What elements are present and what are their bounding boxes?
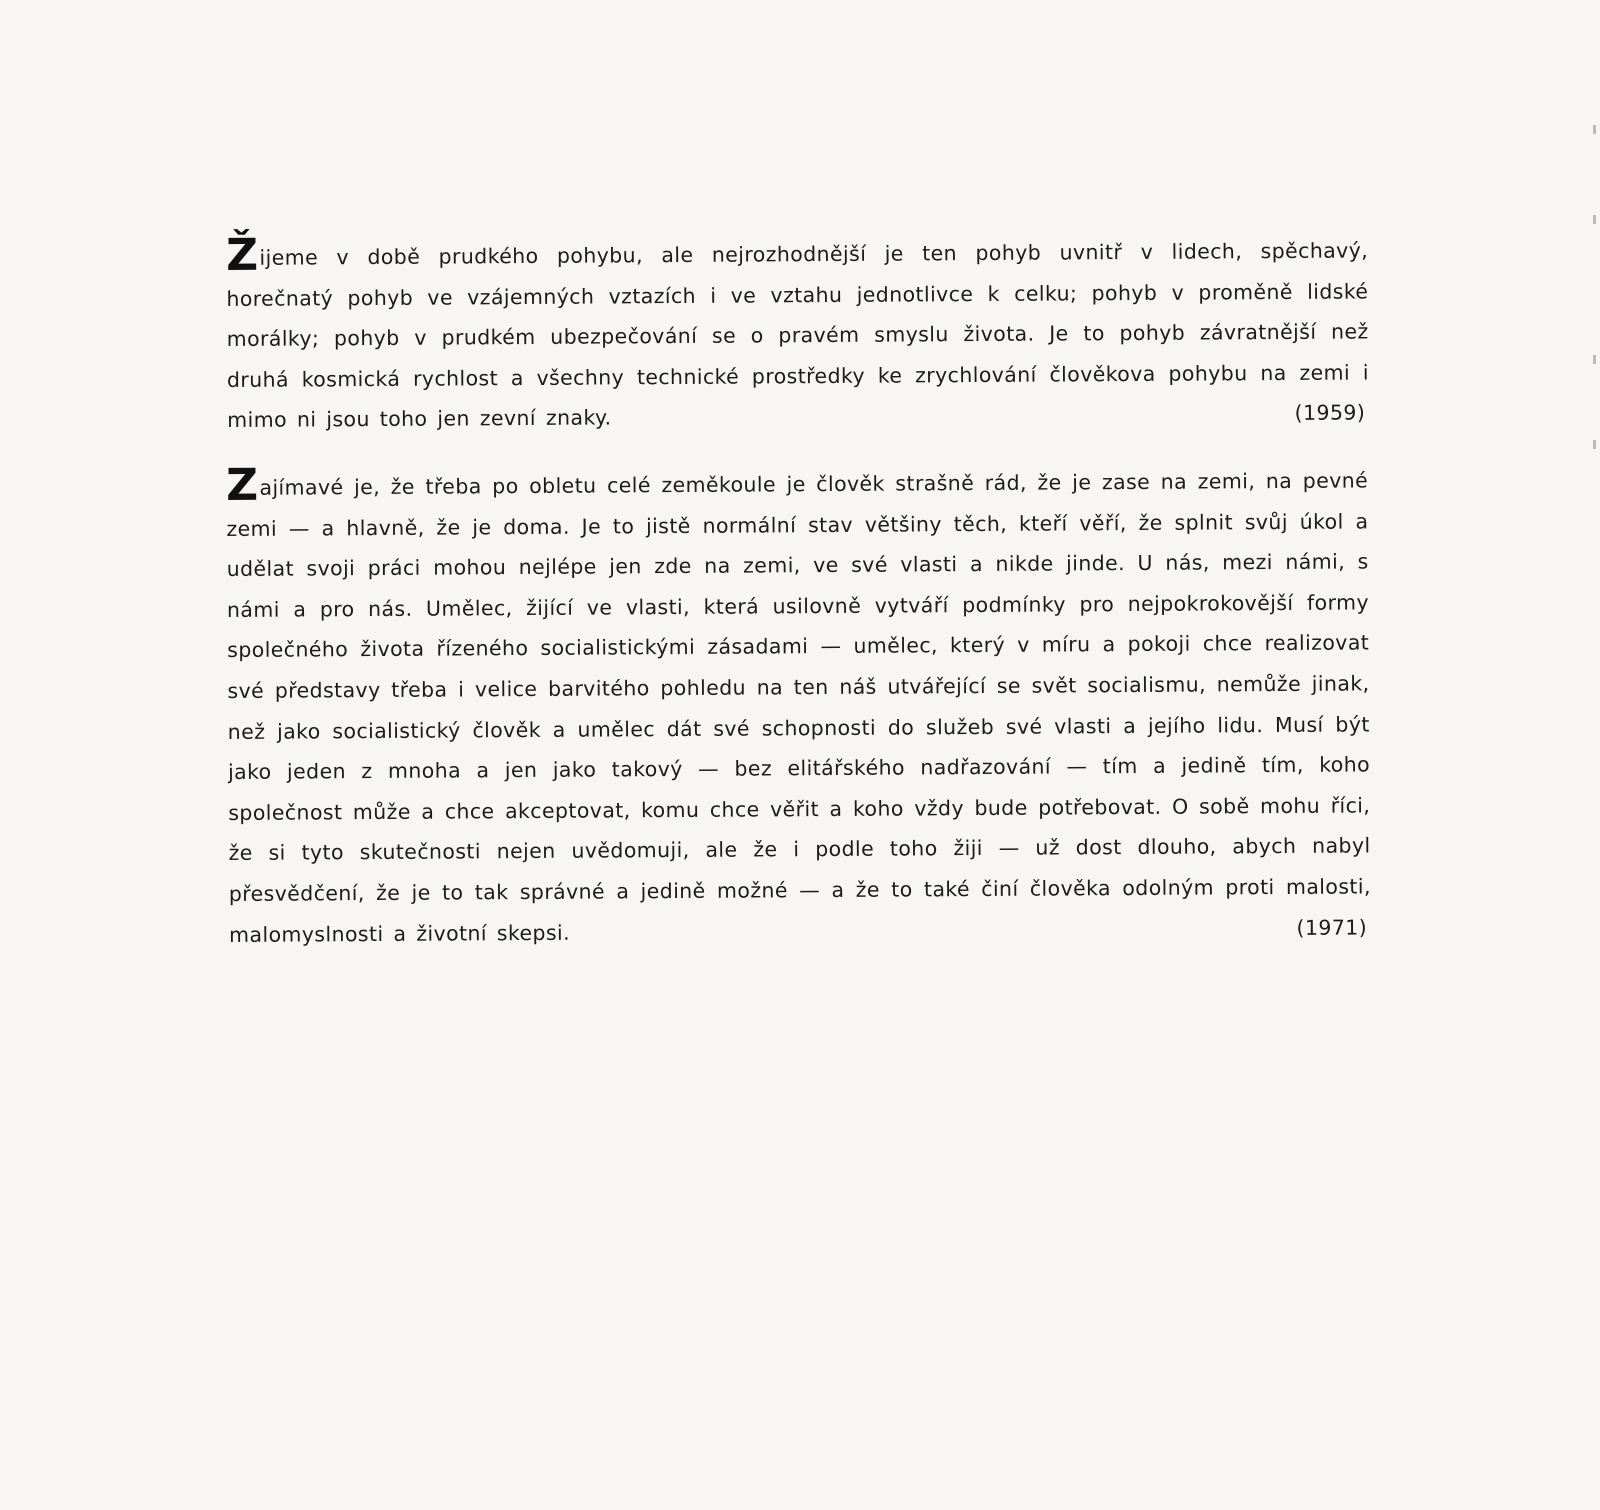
page-edge-mark (1593, 125, 1596, 134)
paragraph-text: ijeme v době prudkého pohybu, ale nejrozhodnější je ten pohyb uvnitř v lidech, spěchavý, horečnatý pohyb ve vzájemných vztazích i ve vztahu jednotlivce k celku; pohyb v proměně lidské morálky; pohyb v prudkém ubezpečování se o pravém smyslu života. Je to pohyb závratnější než druhá kosmická rychlost a všechny technické prostředky ke zrychlování člověkova pohybu na zemi i mimo ni jsou toho jen zevní znaky. (226, 238, 1370, 433)
paragraph-1971 (226, 458, 1371, 955)
drop-cap-initial: Ž (225, 229, 259, 281)
paragraph-1959 (226, 228, 1369, 441)
year-label: (1959) (1294, 400, 1366, 426)
drop-cap-initial: Z (225, 459, 259, 511)
year-label: (1971) (1296, 914, 1368, 940)
page-edge-mark (1593, 355, 1596, 364)
text-block (225, 229, 1371, 955)
page-edge-mark (1593, 215, 1596, 224)
page-edge-mark (1593, 440, 1596, 449)
paragraph-text: ajímavé je, že třeba po obletu celé zeměkoule je člověk strašně rád, že je zase na zemi, na pevné zemi — a hlavně, že je doma. Je to jistě normální stav většiny těch, kteří věří, že splnit svůj úkol a udělat svoji práci mohou nejlépe jen zde na zemi, ve své vlasti a nikde jinde. U nás, mezi námi, s námi a pro nás. Umělec, žijící ve vlasti, která usilovně vytváří podmínky pro nejpokrokovější formy společného života řízeného socialistickými zásadami — umělec, který v míru a pokoji chce realizovat své představy třeba i velice barvitého pohledu na ten náš utvářející se svět socialismu, nemůže jinak, než jako socialistický člověk a umělec dát své schopnosti do služeb své vlasti a jejího lidu. Musí být jako jeden z mnoha a jen jako takový — bez elitářského nadřazování — tím a jedině tím, koho společnost může a chce akceptovat, komu chce věřit a koho vždy bude potřebovat. O sobě mohu říci, že si tyto skutečnosti nejen uvědomuji, ale že i podle toho žiji — už dost dlouho, abych nabyl přesvědčení, že je to tak správné a jedině možné — a že to také činí člověka odolným proti malosti, malomyslnosti a životní skepsi. (226, 468, 1371, 947)
